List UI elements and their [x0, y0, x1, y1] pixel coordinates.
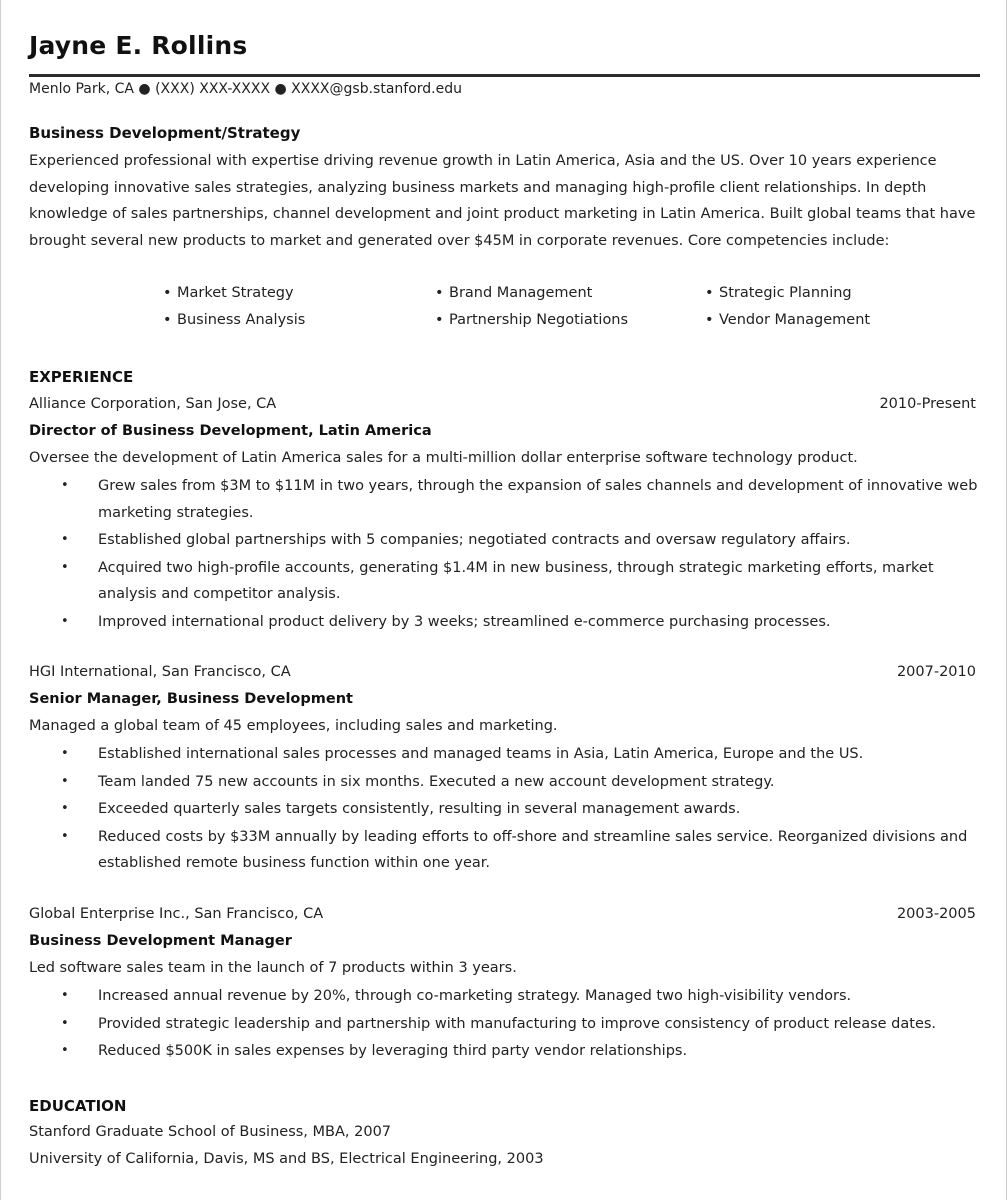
job-bullet: • Reduced costs by $33M annually by leading efforts to off-shore and streamline sales service. Reorganized divisions and established remote business function within one year. — [61, 828, 968, 871]
competency-item: • Brand Management — [435, 285, 593, 301]
job-bullet-list — [61, 983, 986, 1066]
job-years: 2003-2005 — [896, 906, 976, 922]
profile-heading: Business Development/Strategy — [29, 124, 301, 142]
candidate-name: Jayne E. Rollins — [29, 31, 248, 60]
job-employer: Global Enterprise Inc., San Francisco, CA — [29, 906, 324, 922]
job-employer: Alliance Corporation, San Jose, CA — [29, 396, 277, 412]
experience-heading: EXPERIENCE — [29, 368, 134, 386]
job-summary: Managed a global team of 45 employees, including sales and marketing. — [29, 718, 558, 734]
job-bullet-list — [61, 473, 986, 636]
job-title: Director of Business Development, Latin America — [29, 423, 432, 439]
job-bullet: • Acquired two high-profile accounts, generating $1.4M in new business, through strategic marketing efforts, market analysis and competitor analysis. — [61, 559, 934, 602]
job-bullet: • Established global partnerships with 5 companies; negotiated contracts and oversaw regulatory affairs. — [61, 532, 851, 548]
job-bullet: • Reduced $500K in sales expenses by leveraging third party vendor relationships. — [61, 1043, 688, 1059]
job-bullet-list — [61, 741, 986, 878]
competency-item: • Market Strategy — [163, 285, 294, 301]
competency-item: • Vendor Management — [705, 312, 871, 328]
competency-item: • Partnership Negotiations — [435, 312, 629, 328]
profile-summary: Experienced professional with expertise driving revenue growth in Latin America, Asia and the US. Over 10 years experience developing innovative sales strategies, analyzing business markets and managing high-profile client relationships. In depth knowledge of sales partnerships, channel development and joint product marketing in Latin America. Built global teams that have brought several new products to market and generated over $45M in corporate revenues. Core competencies include: — [29, 153, 976, 249]
job-bullet: • Provided strategic leadership and partnership with manufacturing to improve consistency of product release dates. — [61, 1015, 937, 1032]
contact-line: Menlo Park, CA ● (XXX) XXX-XXXX ● XXXX@gsb.stanford.edu — [29, 81, 462, 97]
job-summary: Oversee the development of Latin America sales for a multi-million dollar enterprise software technology product. — [29, 450, 858, 466]
job-summary: Led software sales team in the launch of 7 products within 3 years. — [29, 960, 517, 976]
job-title: Senior Manager, Business Development — [29, 691, 353, 707]
competency-item: • Business Analysis — [163, 312, 306, 328]
job-bullet: • Team landed 75 new accounts in six months. Executed a new account development strategy. — [61, 773, 775, 790]
header-divider — [29, 74, 980, 77]
education-entry: Stanford Graduate School of Business, MBA, 2007 — [29, 1124, 392, 1140]
job-bullet: • Grew sales from $3M to $11M in two years, through the expansion of sales channels and development of innovative web marketing strategies. — [61, 478, 978, 521]
education-entry: University of California, Davis, MS and BS, Electrical Engineering, 2003 — [29, 1151, 544, 1167]
competency-item: • Strategic Planning — [705, 285, 852, 301]
education-heading: EDUCATION — [29, 1097, 127, 1115]
job-bullet: • Established international sales processes and managed teams in Asia, Latin America, Europe and the US. — [61, 746, 864, 762]
job-bullet: • Improved international product delivery by 3 weeks; streamlined e-commerce purchasing processes. — [61, 613, 831, 630]
job-bullet: • Increased annual revenue by 20%, through co-marketing strategy. Managed two high-visibility vendors. — [61, 988, 852, 1004]
job-employer: HGI International, San Francisco, CA — [29, 664, 291, 680]
job-years: 2010-Present — [879, 396, 976, 412]
job-years: 2007-2010 — [896, 664, 976, 680]
job-title: Business Development Manager — [29, 933, 292, 949]
job-bullet: • Exceeded quarterly sales targets consistently, resulting in several management awards. — [61, 801, 741, 817]
